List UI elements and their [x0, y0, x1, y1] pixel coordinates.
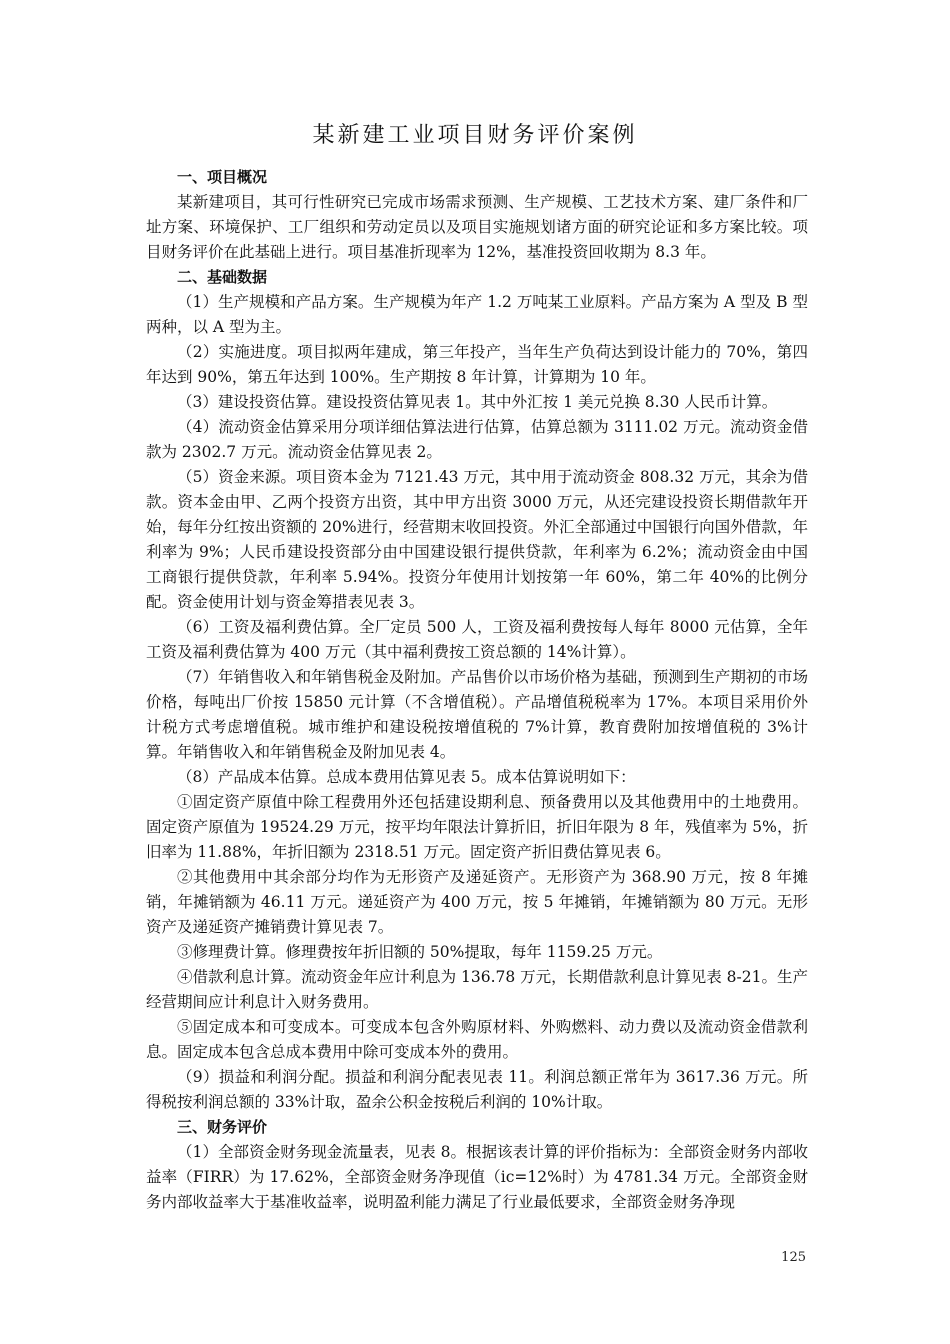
paragraph: ③修理费计算。修理费按年折旧额的 50%提取，每年 1159.25 万元。 [177, 943, 663, 961]
paragraph: （6）工资及福利费估算。全厂定员 500 人，工资及福利费按每人每年 8000 元估算，全年工资及福利费估算为 400 万元（其中福利费按工资总额的 14%计算）。 [146, 618, 808, 661]
paragraph: 某新建项目，其可行性研究已完成市场需求预测、生产规模、工艺技术方案、建厂条件和厂址方案、环境保护、工厂组织和劳动定员以及项目实施规划诸方面的研究论证和多方案比较。项目财务评价在此基础上进行。项目基准折现率为 12%，基准投资回收期为 8.3 年。 [146, 193, 808, 261]
section-heading: 二、基础数据 [177, 268, 268, 286]
paragraph: （2）实施进度。项目拟两年建成，第三年投产，当年生产负荷达到设计能力的 70%，第四年达到 90%，第五年达到 100%。生产期按 8 年计算，计算期为 10 年。 [146, 343, 808, 386]
paragraph: （8）产品成本估算。总成本费用估算见表 5。成本估算说明如下： [177, 768, 636, 786]
section-heading: 一、项目概况 [177, 168, 268, 186]
section-overview [146, 165, 808, 265]
paragraph: ⑤固定成本和可变成本。可变成本包含外购原材料、外购燃料、动力费以及流动资金借款利息。固定成本包含总成本费用中除可变成本外的费用。 [146, 1018, 808, 1061]
paragraph: （1）全部资金财务现金流量表，见表 8。根据该表计算的评价指标为：全部资金财务内部收益率（FIRR）为 17.62%，全部资金财务净现值（ic=12%时）为 4781.34 万元。全部资金财务内部收益率大于基准收益率，说明盈利能力满足了行业最低要求，全部资金财务净现 [146, 1143, 808, 1211]
paragraph: ①固定资产原值中除工程费用外还包括建设期利息、预备费用以及其他费用中的土地费用。固定资产原值为 19524.29 万元，按平均年限法计算折旧，折旧年限为 8 年，残值率为 5%，折旧率为 11.88%，年折旧额为 2318.51 万元。固定资产折旧费估算见表 6。 [146, 793, 808, 861]
section-financial-evaluation [146, 1115, 808, 1215]
paragraph: （1）生产规模和产品方案。生产规模为年产 1.2 万吨某工业原料。产品方案为 A 型及 B 型两种，以 A 型为主。 [146, 293, 808, 336]
paragraph: （3）建设投资估算。建设投资估算见表 1。其中外汇按 1 美元兑换 8.30 人民币计算。 [177, 393, 778, 411]
document-title: 某新建工业项目财务评价案例 [312, 123, 638, 148]
paragraph: （9）损益和利润分配。损益和利润分配表见表 11。利润总额正常年为 3617.36 万元。所得税按利润总额的 33%计取，盈余公积金按税后利润的 10%计取。 [146, 1068, 808, 1111]
paragraph: ②其他费用中其余部分均作为无形资产及递延资产。无形资产为 368.90 万元，按 8 年摊销，年摊销额为 46.11 万元。递延资产为 400 万元，按 5 年摊销，年摊销额为 80 万元。无形资产及递延资产摊销费计算见表 7。 [146, 868, 808, 936]
section-basic-data [146, 265, 808, 1115]
paragraph: （4）流动资金估算采用分项详细估算法进行估算，估算总额为 3111.02 万元。流动资金借款为 2302.7 万元。流动资金估算见表 2。 [146, 418, 808, 461]
document-body [146, 165, 808, 1215]
section-heading: 三、财务评价 [177, 1118, 268, 1136]
paragraph: （5）资金来源。项目资本金为 7121.43 万元，其中用于流动资金 808.32 万元，其余为借款。资本金由甲、乙两个投资方出资，其中甲方出资 3000 万元，从还完建设投资长期借款年开始，每年分红按出资额的 20%进行，经营期末收回投资。外汇全部通过中国银行向国外借款，年利率为 9%；人民币建设投资部分由中国建设银行提供贷款，年利率为 6.2%；流动资金由中国工商银行提供贷款，年利率 5.94%。投资分年使用计划按第一年 60%，第二年 40%的比例分配。资金使用计划与资金筹措表见表 3。 [146, 468, 808, 611]
page-number: 125 [781, 1250, 806, 1265]
paragraph: （7）年销售收入和年销售税金及附加。产品售价以市场价格为基础，预测到生产期初的市场价格，每吨出厂价按 15850 元计算（不含增值税）。产品增值税税率为 17%。本项目采用价外计税方式考虑增值税。城市维护和建设税按增值税的 7%计算，教育费附加按增值税的 3%计算。年销售收入和年销售税金及附加见表 4。 [146, 668, 808, 761]
paragraph: ④借款利息计算。流动资金年应计利息为 136.78 万元，长期借款利息计算见表 8-21。生产经营期间应计利息计入财务费用。 [146, 968, 808, 1011]
